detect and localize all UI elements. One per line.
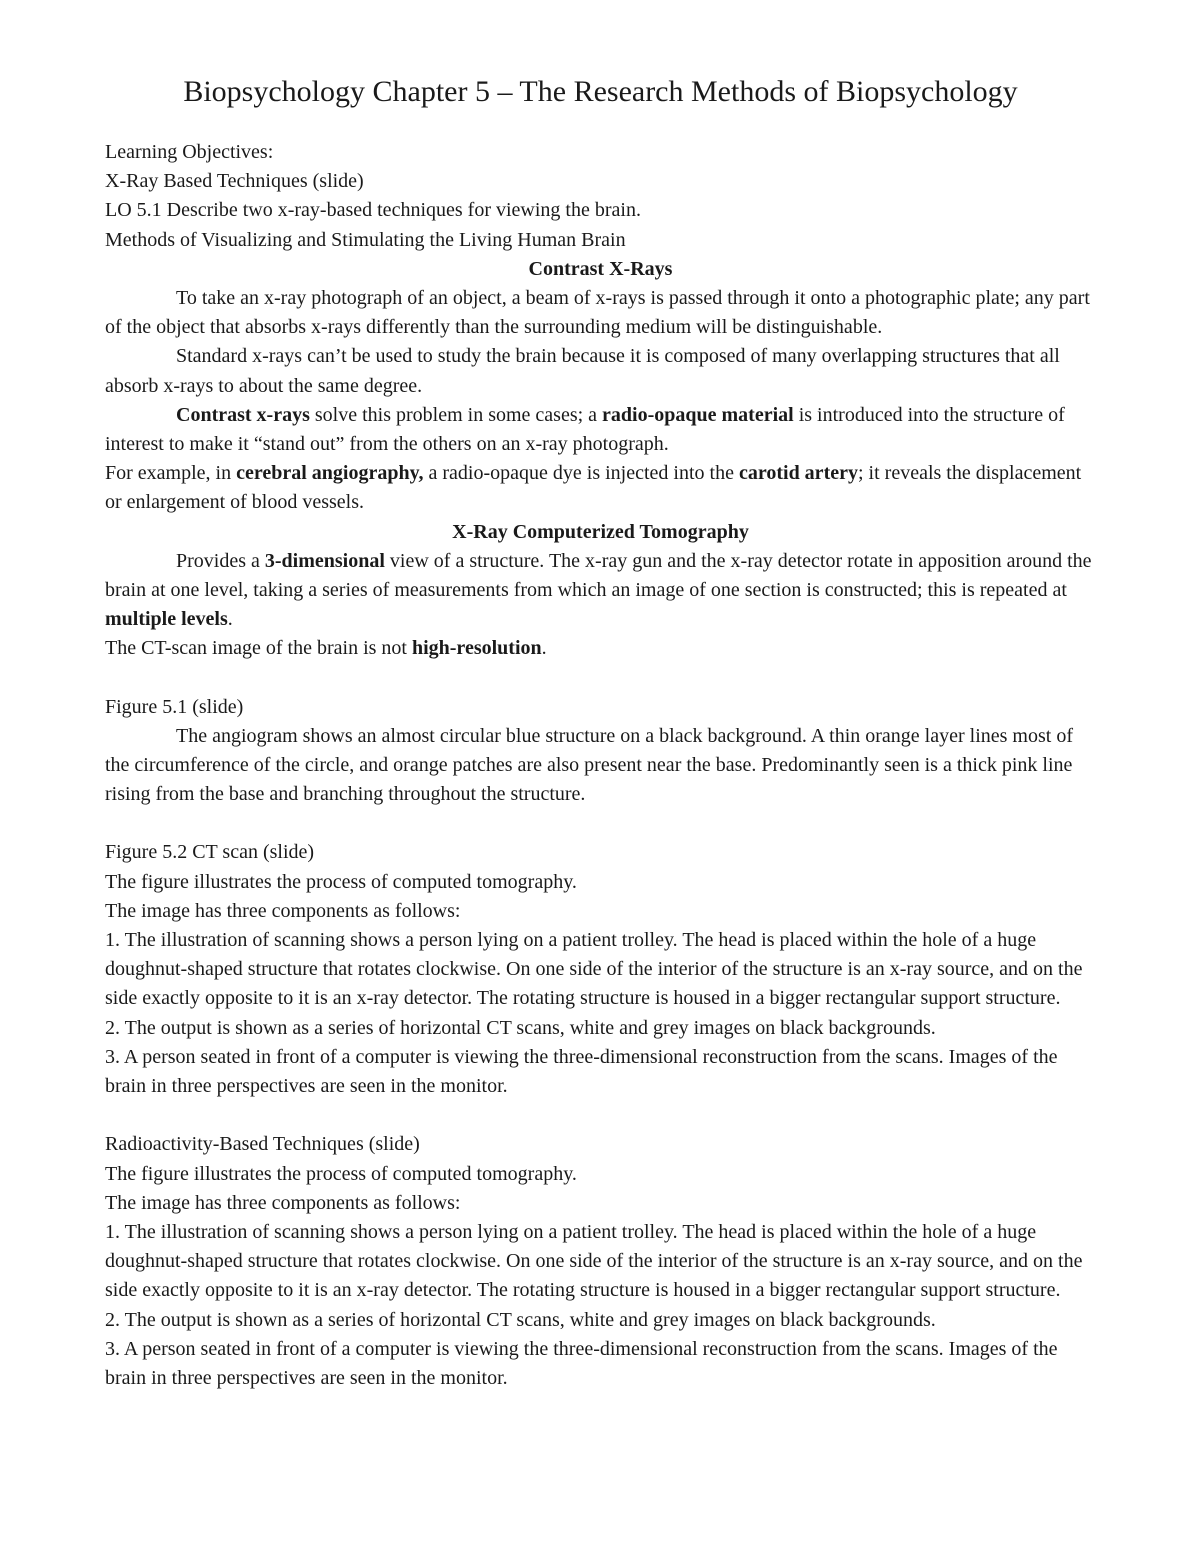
figure-5-1-label: Figure 5.1 (slide)	[105, 695, 244, 718]
radioactivity-line-2: The image has three components as follows:	[105, 1191, 461, 1214]
term-carotid-artery: carotid artery	[738, 462, 858, 485]
radioactivity-item-3: 3. A person seated in front of a computer is viewing the three-dimensional reconstruction from the scans. Images of the brain in three perspectives are seen in the monitor.	[105, 1337, 1058, 1389]
radioactivity-item-2: 2. The output is shown as a series of horizontal CT scans, white and grey images on black backgrounds.	[105, 1308, 936, 1331]
learning-objectives-label: Learning Objectives:	[105, 141, 274, 163]
figure-5-2-label: Figure 5.2 CT scan (slide)	[105, 841, 315, 864]
ct-heading: X-Ray Computerized Tomography	[452, 520, 749, 543]
spacer	[105, 664, 1096, 693]
term-3-dimensional: 3-dimensional	[264, 549, 385, 572]
contrast-xrays-heading: Contrast X-Rays	[528, 257, 673, 280]
figure-5-2-item-1: 1. The illustration of scanning shows a person lying on a patient trolley. The head is placed within the hole of a huge doughnut-shaped structure that rotates clockwise. On one side of the interior of the structure is an x-ray source, and on the side exactly opposite to it is an x-ray detector. The rotating structure is housed in a bigger rectangular support structure.	[105, 929, 1083, 1010]
term-contrast-xrays: Contrast x-rays	[176, 403, 310, 426]
contrast-paragraph-3-text-b: is introduced into the structure of interest to make it “stand out” from the others on an x-ray photograph.	[105, 403, 1065, 456]
contrast-paragraph-1: To take an x-ray photograph of an object, a beam of x-rays is passed through it onto a photographic plate; any part of the object that absorbs x-rays differently than the surrounding medium will be distinguishable.	[105, 287, 1090, 339]
document-title: Biopsychology Chapter 5 – The Research Methods of Biopsychology	[183, 75, 1018, 108]
contrast-paragraph-4-text-a: For example, in	[105, 462, 237, 485]
ct-paragraph-2-text-a: The CT-scan image of the brain is not	[105, 637, 412, 660]
learning-objective-5-1: LO 5.1 Describe two x-ray-based techniques for viewing the brain.	[105, 199, 641, 222]
contrast-paragraph-3-text-a: solve this problem in some cases; a	[309, 403, 603, 426]
radioactivity-item-1: 1. The illustration of scanning shows a person lying on a patient trolley. The head is placed within the hole of a huge doughnut-shaped structure that rotates clockwise. On one side of the interior of the structure is an x-ray source, and on the side exactly opposite to it is an x-ray detector. The rotating structure is housed in a bigger rectangular support structure.	[105, 1220, 1083, 1302]
figure-5-2-line-1: The figure illustrates the process of computed tomography.	[105, 870, 577, 893]
ct-paragraph-1	[105, 547, 1096, 635]
figure-5-2-item-3: 3. A person seated in front of a computer is viewing the three-dimensional reconstruction from the scans. Images of the brain in three perspectives are seen in the monitor.	[105, 1045, 1058, 1098]
contrast-paragraph-3	[105, 401, 1096, 459]
radioactivity-techniques-label: Radioactivity-Based Techniques (slide)	[105, 1133, 420, 1156]
radioactivity-line-1: The figure illustrates the process of computed tomography.	[105, 1162, 577, 1185]
spacer	[105, 809, 1096, 838]
methods-heading: Methods of Visualizing and Stimulating the Living Human Brain	[105, 228, 626, 251]
figure-5-2-item-2: 2. The output is shown as a series of horizontal CT scans, white and grey images on black backgrounds.	[105, 1016, 936, 1039]
ct-paragraph-2-text-b: .	[541, 637, 547, 660]
figure-5-2-line-2: The image has three components as follows:	[105, 899, 461, 922]
contrast-paragraph-4-text-c: ; it reveals the displacement or enlargement of blood vessels.	[105, 462, 1082, 514]
contrast-paragraph-2: Standard x-rays can’t be used to study the brain because it is composed of many overlapping structures that all absorb x-rays to about the same degree.	[105, 345, 1060, 397]
term-high-resolution: high-resolution	[411, 637, 542, 660]
ct-paragraph-2	[105, 634, 1096, 663]
contrast-paragraph-4-text-b: a radio-opaque dye is injected into the	[423, 462, 739, 485]
term-radio-opaque-material: radio-opaque material	[602, 403, 794, 426]
xray-techniques-slide-label: X-Ray Based Techniques (slide)	[105, 170, 364, 193]
ct-paragraph-1-text-a: Provides a	[176, 549, 265, 572]
contrast-paragraph-4	[105, 459, 1096, 517]
term-multiple-levels: multiple levels	[105, 608, 228, 631]
spacer	[105, 1101, 1096, 1130]
ct-paragraph-1-text-c: .	[227, 608, 233, 631]
term-cerebral-angiography: cerebral angiography,	[236, 462, 424, 485]
ct-paragraph-1-text-b: view of a structure. The x-ray gun and the x-ray detector rotate in apposition around the brain at one level, taking a series of measurements from which an image of one section is constructed; this is repeated at	[105, 549, 1092, 602]
figure-5-1-description: The angiogram shows an almost circular blue structure on a black background. A thin orange layer lines most of the circumference of the circle, and orange patches are also present near the base. Predominantly seen is a thick pink line rising from the base and branching throughout the structure.	[105, 724, 1073, 806]
